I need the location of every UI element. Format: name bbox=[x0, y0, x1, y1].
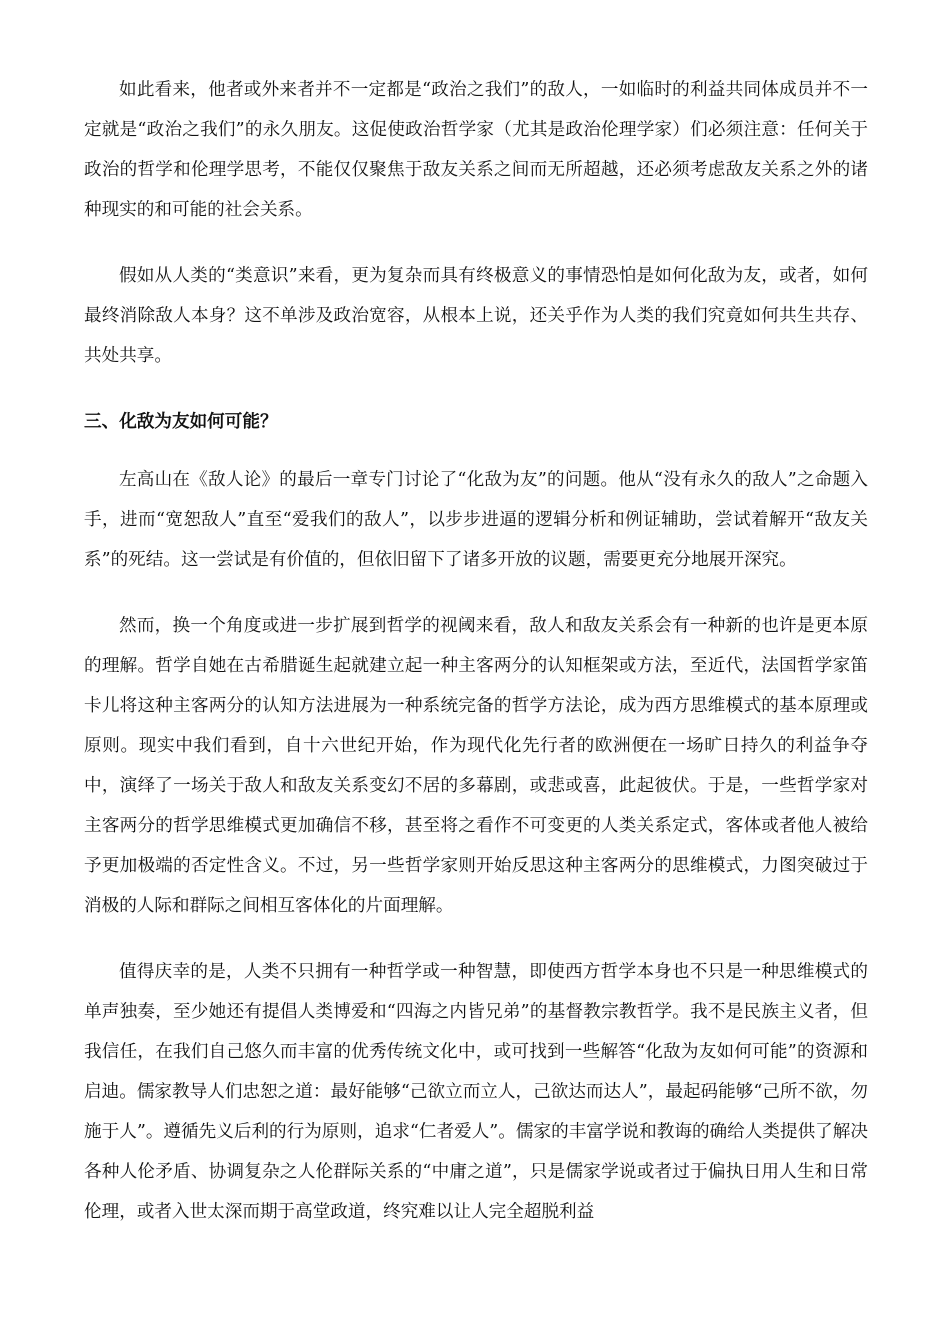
section-heading: 三、化敌为友如何可能？ bbox=[84, 412, 278, 432]
document-page bbox=[84, 70, 868, 1258]
paragraph-3: 左高山在《敌人论》的最后一章专门讨论了“化敌为友”的问题。他从“没有永久的敌人”之命题入手，进而“宽恕敌人”直至“爱我们的敌人”，以步步进逼的逻辑分析和例证辅助，尝试着解开“敌友关系”的死结。这一尝试是有价值的，但依旧留下了诸多开放的议题，需要更充分地展开深究。 bbox=[84, 470, 868, 570]
paragraph-5: 值得庆幸的是，人类不只拥有一种哲学或一种智慧，即使西方哲学本身也不只是一种思维模式的单声独奏，至少她还有提倡人类博爱和“四海之内皆兄弟”的基督教宗教哲学。我不是民族主义者，但我信任，在我们自己悠久而丰富的优秀传统文化中，或可找到一些解答“化敌为友如何可能”的资源和启迪。儒家教导人们忠恕之道：最好能够“己欲立而立人，己欲达而达人”，最起码能够“己所不欲，勿施于人”。遵循先义后利的行为原则，追求“仁者爱人”。儒家的丰富学说和教诲的确给人类提供了解决各种人伦矛盾、协调复杂之人伦群际关系的“中庸之道”，只是儒家学说或者过于偏执日用人生和日常伦理，或者入世太深而期于高堂政道，终究难以让人完全超脱利益 bbox=[84, 962, 868, 1222]
paragraph-1: 如此看来，他者或外来者并不一定都是“政治之我们”的敌人，一如临时的利益共同体成员并不一定就是“政治之我们”的永久朋友。这促使政治哲学家（尤其是政治伦理学家）们必须注意：任何关于政治的哲学和伦理学思考，不能仅仅聚焦于敌友关系之间而无所超越，还必须考虑敌友关系之外的诸种现实的和可能的社会关系。 bbox=[84, 80, 868, 220]
paragraph-4: 然而，换一个角度或进一步扩展到哲学的视阈来看，敌人和敌友关系会有一种新的也许是更本原的理解。哲学自她在古希腊诞生起就建立起一种主客两分的认知框架或方法，至近代，法国哲学家笛卡儿将这种主客两分的认知方法进展为一种系统完备的哲学方法论，成为西方思维模式的基本原理或原则。现实中我们看到，自十六世纪开始，作为现代化先行者的欧洲便在一场旷日持久的利益争夺中，演绎了一场关于敌人和敌友关系变幻不居的多幕剧，或悲或喜，此起彼伏。于是，一些哲学家对主客两分的哲学思维模式更加确信不移，甚至将之看作不可变更的人类关系定式，客体或者他人被给予更加极端的否定性含义。不过，另一些哲学家则开始反思这种主客两分的思维模式，力图突破过于消极的人际和群际之间相互客体化的片面理解。 bbox=[84, 616, 868, 916]
paragraph-2: 假如从人类的“类意识”来看，更为复杂而具有终极意义的事情恐怕是如何化敌为友，或者，如何最终消除敌人本身？这不单涉及政治宽容，从根本上说，还关乎作为人类的我们究竟如何共生共存、共处共享。 bbox=[84, 266, 868, 366]
